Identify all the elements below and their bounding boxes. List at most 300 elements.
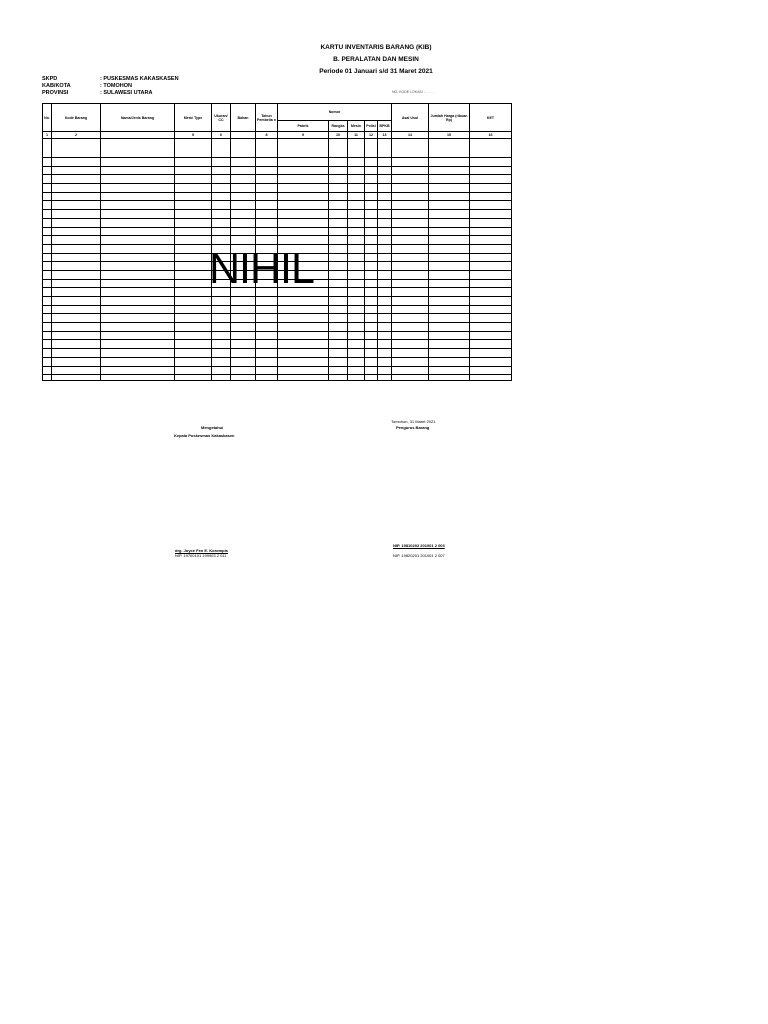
table-cell xyxy=(43,244,52,253)
table-cell xyxy=(365,331,378,340)
col-header-nomor: Nomor xyxy=(278,104,392,121)
col-header-asal: Asal Usul xyxy=(392,104,429,132)
table-cell xyxy=(378,305,392,314)
table-cell xyxy=(212,375,231,381)
info-value: : TOMOHON xyxy=(100,83,132,89)
table-row xyxy=(43,236,512,245)
table-cell xyxy=(52,375,101,381)
table-cell xyxy=(43,340,52,349)
table-cell xyxy=(348,244,365,253)
table-cell xyxy=(429,314,470,323)
table-cell xyxy=(212,139,231,158)
table-cell xyxy=(101,253,175,262)
col-header-tahun: Tahun Pembelia n xyxy=(256,104,278,132)
table-cell xyxy=(365,139,378,158)
document-subtitle: B. PERALATAN DAN MESIN xyxy=(333,56,419,63)
table-cell xyxy=(392,279,429,288)
table-row xyxy=(43,357,512,366)
left-signatory-name: drg. Joyce Fen E. Korompis xyxy=(175,548,228,553)
table-cell xyxy=(212,218,231,227)
nihil-stamp: NIHIL xyxy=(209,245,314,293)
table-cell xyxy=(256,218,278,227)
table-cell xyxy=(278,201,329,210)
table-cell xyxy=(101,297,175,306)
table-cell xyxy=(429,297,470,306)
table-cell xyxy=(329,297,348,306)
table-cell xyxy=(392,305,429,314)
table-cell xyxy=(278,357,329,366)
table-cell xyxy=(256,314,278,323)
table-cell xyxy=(429,210,470,219)
table-cell xyxy=(212,192,231,201)
table-cell xyxy=(470,270,512,279)
table-cell xyxy=(231,323,256,332)
table-cell xyxy=(231,236,256,245)
table-cell xyxy=(392,166,429,175)
table-cell xyxy=(231,166,256,175)
table-cell xyxy=(392,331,429,340)
table-cell xyxy=(278,314,329,323)
table-cell xyxy=(175,305,212,314)
table-cell xyxy=(101,270,175,279)
table-cell xyxy=(365,158,378,167)
table-cell xyxy=(231,331,256,340)
table-cell xyxy=(43,184,52,193)
table-cell xyxy=(278,366,329,375)
table-cell xyxy=(278,323,329,332)
table-cell xyxy=(231,349,256,358)
table-cell xyxy=(175,262,212,271)
table-cell xyxy=(365,201,378,210)
table-cell xyxy=(378,297,392,306)
table-cell xyxy=(365,314,378,323)
table-cell xyxy=(429,218,470,227)
table-cell xyxy=(52,218,101,227)
info-value: : SULAWESI UTARA xyxy=(100,90,153,96)
table-cell xyxy=(365,340,378,349)
table-cell xyxy=(470,236,512,245)
table-cell xyxy=(101,139,175,158)
table-cell xyxy=(365,349,378,358)
column-number: 2 xyxy=(52,132,101,139)
table-cell xyxy=(329,236,348,245)
col-header-no: No. xyxy=(43,104,52,132)
table-cell xyxy=(378,175,392,184)
table-cell xyxy=(378,349,392,358)
table-cell xyxy=(43,349,52,358)
table-cell xyxy=(256,139,278,158)
table-cell xyxy=(378,192,392,201)
table-cell xyxy=(365,262,378,271)
table-cell xyxy=(365,357,378,366)
table-cell xyxy=(175,218,212,227)
table-cell xyxy=(365,218,378,227)
table-cell xyxy=(278,305,329,314)
table-cell xyxy=(175,184,212,193)
column-number: 6 xyxy=(212,132,231,139)
table-cell xyxy=(470,218,512,227)
table-cell xyxy=(378,218,392,227)
table-cell xyxy=(365,175,378,184)
table-cell xyxy=(256,210,278,219)
table-cell xyxy=(348,201,365,210)
col-header-pabrik: Pabrik xyxy=(278,121,329,132)
table-row xyxy=(43,366,512,375)
table-cell xyxy=(392,366,429,375)
table-row xyxy=(43,297,512,306)
table-cell xyxy=(329,288,348,297)
table-cell xyxy=(101,227,175,236)
column-number: 16 xyxy=(470,132,512,139)
table-cell xyxy=(392,218,429,227)
document-title: KARTU INVENTARIS BARANG (KIB) xyxy=(320,44,432,51)
col-header-ket: KET xyxy=(470,104,512,132)
table-cell xyxy=(329,305,348,314)
table-cell xyxy=(348,236,365,245)
table-cell xyxy=(429,184,470,193)
table-cell xyxy=(278,210,329,219)
table-cell xyxy=(52,210,101,219)
table-cell xyxy=(175,279,212,288)
table-cell xyxy=(175,139,212,158)
table-cell xyxy=(101,375,175,381)
document-period: Periode 01 Januari s/d 31 Maret 2021 xyxy=(319,68,433,75)
table-cell xyxy=(212,236,231,245)
table-cell xyxy=(52,175,101,184)
table-cell xyxy=(329,227,348,236)
table-cell xyxy=(43,139,52,158)
header-row-1 xyxy=(43,104,512,121)
table-cell xyxy=(212,357,231,366)
table-cell xyxy=(392,340,429,349)
table-cell xyxy=(365,236,378,245)
table-cell xyxy=(470,184,512,193)
table-cell xyxy=(329,139,348,158)
column-number: 11 xyxy=(348,132,365,139)
table-cell xyxy=(52,357,101,366)
table-row xyxy=(43,323,512,332)
table-cell xyxy=(212,175,231,184)
table-cell xyxy=(101,210,175,219)
table-cell xyxy=(365,288,378,297)
table-cell xyxy=(231,305,256,314)
table-cell xyxy=(175,366,212,375)
table-cell xyxy=(365,375,378,381)
table-cell xyxy=(378,158,392,167)
table-cell xyxy=(348,184,365,193)
table-cell xyxy=(329,314,348,323)
table-cell xyxy=(212,323,231,332)
col-header-merk: Merk/ Type xyxy=(175,104,212,132)
table-cell xyxy=(378,139,392,158)
table-cell xyxy=(429,192,470,201)
table-cell xyxy=(470,244,512,253)
table-cell xyxy=(329,262,348,271)
table-cell xyxy=(392,270,429,279)
table-cell xyxy=(212,340,231,349)
info-row-skpd xyxy=(42,76,179,83)
table-cell xyxy=(365,279,378,288)
table-row xyxy=(43,349,512,358)
table-cell xyxy=(429,305,470,314)
table-cell xyxy=(52,236,101,245)
table-cell xyxy=(52,288,101,297)
left-label: Mengetahui xyxy=(201,425,224,430)
table-cell xyxy=(429,236,470,245)
table-cell xyxy=(231,210,256,219)
table-cell xyxy=(256,323,278,332)
table-cell xyxy=(256,158,278,167)
table-cell xyxy=(256,349,278,358)
table-cell xyxy=(101,331,175,340)
table-cell xyxy=(231,297,256,306)
table-cell xyxy=(52,340,101,349)
table-cell xyxy=(392,158,429,167)
table-row xyxy=(43,139,512,158)
table-cell xyxy=(348,349,365,358)
table-cell xyxy=(429,262,470,271)
table-cell xyxy=(329,270,348,279)
table-cell xyxy=(329,357,348,366)
table-cell xyxy=(429,227,470,236)
table-cell xyxy=(52,166,101,175)
table-cell xyxy=(256,305,278,314)
table-cell xyxy=(348,375,365,381)
table-cell xyxy=(52,253,101,262)
table-cell xyxy=(212,314,231,323)
table-row xyxy=(43,184,512,193)
column-number: 15 xyxy=(429,132,470,139)
table-cell xyxy=(429,175,470,184)
table-cell xyxy=(348,340,365,349)
table-cell xyxy=(256,192,278,201)
table-cell xyxy=(470,305,512,314)
column-number: 5 xyxy=(175,132,212,139)
table-cell xyxy=(378,331,392,340)
table-cell xyxy=(175,166,212,175)
table-cell xyxy=(231,201,256,210)
table-cell xyxy=(392,262,429,271)
table-cell xyxy=(329,175,348,184)
table-cell xyxy=(348,218,365,227)
table-cell xyxy=(212,227,231,236)
table-cell xyxy=(329,331,348,340)
table-cell xyxy=(175,236,212,245)
table-cell xyxy=(212,158,231,167)
table-cell xyxy=(101,314,175,323)
table-cell xyxy=(212,331,231,340)
info-key: SKPD xyxy=(42,76,58,82)
table-cell xyxy=(348,305,365,314)
table-cell xyxy=(52,158,101,167)
info-row-kabkota xyxy=(42,83,179,90)
table-cell xyxy=(348,227,365,236)
table-row xyxy=(43,305,512,314)
table-cell xyxy=(43,305,52,314)
table-cell xyxy=(231,314,256,323)
table-cell xyxy=(392,139,429,158)
table-cell xyxy=(392,349,429,358)
table-cell xyxy=(43,279,52,288)
table-cell xyxy=(429,279,470,288)
table-cell xyxy=(392,227,429,236)
table-cell xyxy=(52,201,101,210)
col-header-mesin: Mesin xyxy=(348,121,365,132)
table-cell xyxy=(348,175,365,184)
table-cell xyxy=(329,279,348,288)
table-cell xyxy=(278,340,329,349)
table-cell xyxy=(392,297,429,306)
column-number: 12 xyxy=(365,132,378,139)
info-row-provinsi xyxy=(42,90,179,97)
table-cell xyxy=(52,139,101,158)
table-cell xyxy=(231,340,256,349)
table-cell xyxy=(378,210,392,219)
table-cell xyxy=(231,175,256,184)
table-cell xyxy=(101,340,175,349)
table-cell xyxy=(278,139,329,158)
table-cell xyxy=(231,184,256,193)
table-row xyxy=(43,166,512,175)
col-header-ukuran: Ukuran/ CC xyxy=(212,104,231,132)
table-cell xyxy=(175,331,212,340)
table-cell xyxy=(101,192,175,201)
table-cell xyxy=(392,236,429,245)
table-cell xyxy=(378,262,392,271)
table-cell xyxy=(278,218,329,227)
table-cell xyxy=(329,244,348,253)
table-row xyxy=(43,227,512,236)
table-cell xyxy=(348,192,365,201)
table-cell xyxy=(278,184,329,193)
table-cell xyxy=(52,192,101,201)
table-cell xyxy=(43,366,52,375)
table-row xyxy=(43,210,512,219)
table-cell xyxy=(43,331,52,340)
table-cell xyxy=(175,227,212,236)
table-cell xyxy=(378,340,392,349)
table-cell xyxy=(378,375,392,381)
table-cell xyxy=(101,201,175,210)
column-number: 8 xyxy=(256,132,278,139)
col-header-nama: Nama/Jenis Barang xyxy=(101,104,175,132)
table-cell xyxy=(278,166,329,175)
table-cell xyxy=(348,314,365,323)
table-cell xyxy=(256,357,278,366)
table-cell xyxy=(429,139,470,158)
table-cell xyxy=(470,175,512,184)
table-cell xyxy=(256,175,278,184)
table-cell xyxy=(329,375,348,381)
table-cell xyxy=(429,340,470,349)
info-block xyxy=(42,76,179,97)
table-cell xyxy=(365,323,378,332)
column-number: 9 xyxy=(278,132,329,139)
table-cell xyxy=(231,375,256,381)
table-cell xyxy=(392,288,429,297)
table-cell xyxy=(429,166,470,175)
table-cell xyxy=(278,236,329,245)
table-row xyxy=(43,192,512,201)
table-cell xyxy=(429,288,470,297)
table-cell xyxy=(278,158,329,167)
table-cell xyxy=(52,244,101,253)
table-cell xyxy=(429,158,470,167)
table-row xyxy=(43,175,512,184)
table-cell xyxy=(378,184,392,193)
table-cell xyxy=(43,314,52,323)
table-row xyxy=(43,314,512,323)
table-cell xyxy=(175,158,212,167)
right-title: Pengurus Barang xyxy=(396,425,430,430)
column-number: 13 xyxy=(378,132,392,139)
table-cell xyxy=(392,357,429,366)
table-cell xyxy=(470,349,512,358)
table-cell xyxy=(43,201,52,210)
table-row xyxy=(43,331,512,340)
table-cell xyxy=(52,270,101,279)
col-header-bpkb: BPKB xyxy=(378,121,392,132)
table-cell xyxy=(212,305,231,314)
table-cell xyxy=(392,210,429,219)
table-cell xyxy=(378,323,392,332)
table-cell xyxy=(175,192,212,201)
table-cell xyxy=(43,227,52,236)
table-cell xyxy=(175,314,212,323)
table-cell xyxy=(256,297,278,306)
column-number xyxy=(101,132,175,139)
table-cell xyxy=(470,192,512,201)
table-cell xyxy=(348,166,365,175)
table-cell xyxy=(470,366,512,375)
table-cell xyxy=(470,262,512,271)
table-cell xyxy=(101,218,175,227)
table-cell xyxy=(231,192,256,201)
table-cell xyxy=(470,323,512,332)
table-cell xyxy=(101,357,175,366)
table-cell xyxy=(231,357,256,366)
table-row xyxy=(43,201,512,210)
table-cell xyxy=(212,349,231,358)
table-cell xyxy=(212,210,231,219)
table-cell xyxy=(348,270,365,279)
table-cell xyxy=(212,366,231,375)
table-cell xyxy=(365,297,378,306)
table-cell xyxy=(43,357,52,366)
column-number: 1 xyxy=(43,132,52,139)
table-cell xyxy=(378,270,392,279)
table-cell xyxy=(348,357,365,366)
table-cell xyxy=(329,201,348,210)
info-key: PROVINSI xyxy=(42,90,69,96)
table-cell xyxy=(52,262,101,271)
table-cell xyxy=(348,210,365,219)
table-cell xyxy=(348,323,365,332)
table-cell xyxy=(378,288,392,297)
table-cell xyxy=(365,305,378,314)
column-number-row xyxy=(43,132,512,139)
table-cell xyxy=(378,366,392,375)
table-cell xyxy=(231,158,256,167)
table-cell xyxy=(470,297,512,306)
table-cell xyxy=(43,210,52,219)
table-cell xyxy=(43,375,52,381)
table-cell xyxy=(256,375,278,381)
table-cell xyxy=(101,323,175,332)
table-cell xyxy=(231,139,256,158)
table-cell xyxy=(365,184,378,193)
table-cell xyxy=(470,288,512,297)
